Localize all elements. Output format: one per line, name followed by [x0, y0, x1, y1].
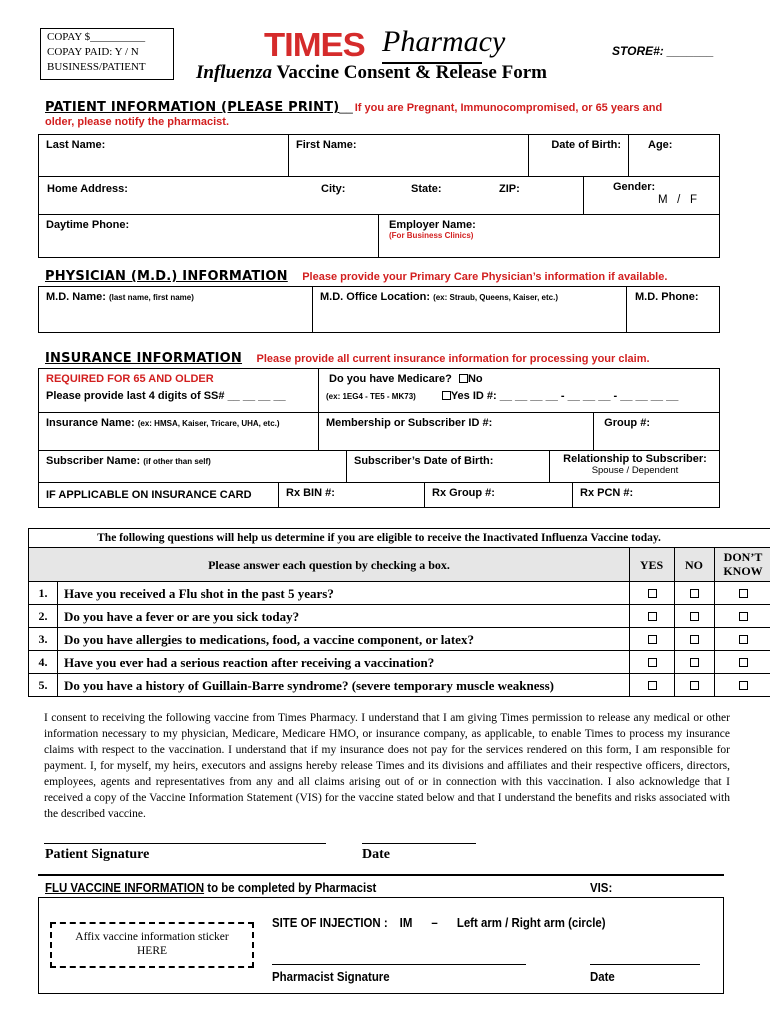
subscriber-name-note: (if other than self): [143, 457, 211, 466]
no-checkbox[interactable]: [690, 635, 699, 644]
site-of-injection-row: [272, 915, 606, 930]
dont-know-checkbox[interactable]: [739, 612, 748, 621]
patient-heading-gap: __: [339, 100, 353, 114]
dob-label: Date of Birth:: [551, 139, 621, 151]
insurance-heading-row: [45, 349, 650, 367]
physician-heading-row: [45, 267, 667, 285]
patient-signature-line[interactable]: [44, 843, 326, 844]
col-divider: [674, 582, 675, 605]
relationship-label: Relationship to Subscriber:: [563, 453, 707, 465]
patient-note-2: older, please notify the pharmacist.: [45, 116, 229, 128]
flu-heading-rest: to be completed by Pharmacist: [204, 880, 377, 895]
flu-divider-top: [38, 874, 724, 876]
col-divider: [629, 605, 630, 628]
store-number: STORE#: _______: [612, 44, 714, 58]
medicare-question: Do you have Medicare?: [329, 373, 452, 385]
site-of-injection-label: SITE OF INJECTION :: [272, 915, 388, 930]
yes-checkbox[interactable]: [648, 612, 657, 621]
md-name-label: M.D. Name:: [46, 291, 106, 303]
rx-bin-label: Rx BIN #:: [286, 487, 335, 499]
question-number: 5.: [38, 678, 48, 692]
col-divider: [714, 651, 715, 674]
question-number: 1.: [38, 586, 48, 600]
col-divider: [714, 628, 715, 651]
no-checkbox[interactable]: [690, 658, 699, 667]
md-phone-label: M.D. Phone:: [635, 291, 699, 303]
subscriber-dob-field[interactable]: [347, 451, 550, 483]
physician-heading: PHYSICIAN (M.D.) INFORMATION: [45, 269, 288, 284]
relationship-options: Spouse / Dependent: [591, 465, 679, 476]
group-field[interactable]: [594, 413, 720, 451]
question-row: [28, 674, 770, 697]
yes-checkbox[interactable]: [648, 635, 657, 644]
insurance-name-note: (ex: HMSA, Kaiser, Tricare, UHA, etc.): [137, 419, 280, 428]
questions-intro: The following questions will help us determine if you are eligible to receive the Inactivated Influenza Vaccine today.: [97, 532, 661, 544]
logo-pharmacy-wordmark: Pharmacy: [382, 25, 506, 58]
question-text: Do you have a history of Guillain-Barre syndrome? (severe temporary muscle weakness): [64, 678, 554, 693]
patient-note-1: If you are Pregnant, Immunocompromised, or 65 years and: [354, 102, 663, 114]
medicare-field: [319, 369, 720, 413]
md-phone-field[interactable]: [627, 287, 720, 332]
no-checkbox[interactable]: [690, 612, 699, 621]
medicare-yes-id: Yes ID #: __ __ __ __ - __ __ __ - __ __ __ __: [450, 390, 679, 402]
vis-label: VIS:: [590, 880, 613, 895]
col-divider: [629, 582, 630, 605]
number-divider: [57, 628, 58, 651]
age-label: Age:: [648, 139, 673, 151]
yes-checkbox[interactable]: [648, 589, 657, 598]
site-arm-options[interactable]: Left arm / Right arm (circle): [456, 915, 606, 930]
question-row: [28, 628, 770, 651]
dont-know-checkbox[interactable]: [739, 635, 748, 644]
copay-business-patient: BUSINESS/PATIENT: [47, 61, 146, 73]
site-dash: –: [431, 915, 438, 930]
vaccine-sticker-area[interactable]: [50, 922, 254, 968]
group-label: Group #:: [604, 417, 650, 429]
physician-table: [38, 286, 720, 333]
rx-pcn-field[interactable]: [573, 483, 720, 507]
insurance-name-label: Insurance Name:: [46, 417, 135, 429]
zip-label: ZIP:: [499, 183, 520, 195]
question-text: Do you have allergies to medications, food, a vaccine component, or latex?: [64, 632, 474, 647]
medicare-no-checkbox[interactable]: [459, 374, 468, 383]
sticker-line-1: Affix vaccine information sticker: [75, 931, 229, 943]
col-divider: [714, 605, 715, 628]
employer-label: Employer Name:: [389, 219, 476, 231]
yes-checkbox[interactable]: [648, 658, 657, 667]
col-divider: [674, 628, 675, 651]
question-number: 2.: [38, 609, 48, 623]
date-signature-line[interactable]: [362, 843, 476, 844]
medicare-no-label: No: [467, 373, 483, 385]
yes-header: YES: [639, 558, 664, 572]
age-field[interactable]: [629, 135, 720, 177]
question-row: [28, 651, 770, 674]
col-divider: [714, 674, 715, 697]
number-divider: [57, 582, 58, 605]
copay-paid: COPAY PAID: Y / N: [47, 46, 139, 58]
home-address-label: Home Address:: [47, 183, 128, 195]
consent-paragraph: I consent to receiving the following vaccine from Times Pharmacy. I understand that I am giving Times permission to release any medical or other information necessary to my physician, Medicare, Medicare HMO, or insurance company, as applicable, to enable Times to process my insurance claims with respect to the vaccination. I understand that if my insurance does not pay for the services rendered on this form, I am responsible for payment. I, for myself, my heirs, executors and assigns hereby release Times and its divisions and affiliates and their respective officers, directors, employees, agents and representatives from any and all claims arising out of or in connection with this vaccination. I also acknowledge that I received a copy of the Vaccine Information Statement (VIS) for the vaccine stated below and that I understand the benefits and risks associated with the described vaccine.: [44, 712, 730, 820]
questions-instruction: Please answer each question by checking a box.: [208, 558, 450, 572]
yes-checkbox[interactable]: [648, 681, 657, 690]
employer-field[interactable]: [379, 215, 720, 257]
last-name-label: Last Name:: [46, 139, 106, 151]
gender-options: M / F: [658, 194, 697, 206]
questions-intro-row: [28, 528, 770, 548]
medicare-yes-checkbox[interactable]: [442, 391, 451, 400]
pharmacist-date-label: Date: [590, 969, 615, 984]
col-divider: [629, 674, 630, 697]
last-name-field[interactable]: [39, 135, 289, 177]
if-applicable-cell: [39, 483, 279, 507]
ss-field[interactable]: [39, 369, 319, 413]
form-title-rest: Vaccine Consent & Release Form: [272, 62, 547, 83]
question-number: 3.: [38, 632, 48, 646]
gender-label: Gender:: [613, 181, 656, 193]
md-name-note: (last name, first name): [108, 293, 194, 302]
date-label: Date: [362, 847, 390, 862]
col-divider: [714, 582, 715, 605]
physician-note: Please provide your Primary Care Physician’s information if available.: [302, 271, 668, 283]
col-divider: [629, 651, 630, 674]
rx-group-label: Rx Group #:: [432, 487, 495, 499]
insurance-table: [38, 368, 720, 508]
copay-box: [40, 28, 174, 80]
md-name-field[interactable]: [39, 287, 313, 332]
flu-heading: FLU VACCINE INFORMATION: [45, 880, 205, 895]
dont-know-checkbox[interactable]: [739, 681, 748, 690]
md-office-label: M.D. Office Location:: [320, 291, 430, 303]
form-title-italic: Influenza: [196, 62, 273, 83]
dob-field[interactable]: [529, 135, 629, 177]
site-im: IM: [399, 915, 413, 930]
patient-info-table: [38, 134, 720, 258]
question-text: Have you received a Flu shot in the past 5 years?: [64, 586, 334, 601]
md-office-field[interactable]: [313, 287, 627, 332]
pharmacist-signature-label: Pharmacist Signature: [272, 969, 390, 984]
first-name-label: First Name:: [296, 139, 357, 151]
number-divider: [57, 674, 58, 697]
gender-field[interactable]: [584, 177, 720, 215]
city-label: City:: [321, 183, 346, 195]
col-divider: [674, 674, 675, 697]
patient-heading: PATIENT INFORMATION (PLEASE PRINT): [45, 100, 340, 115]
pharmacist-signature-line[interactable]: [272, 964, 526, 965]
ss-label: Please provide last 4 digits of SS# __ __ __ __: [46, 390, 286, 402]
pharmacist-date-line[interactable]: [590, 964, 700, 965]
sticker-line-2: HERE: [136, 945, 168, 957]
dont-know-line1: DON’T: [723, 550, 763, 564]
dont-know-checkbox[interactable]: [739, 589, 748, 598]
membership-label: Membership or Subscriber ID #:: [326, 417, 493, 429]
no-checkbox[interactable]: [690, 589, 699, 598]
col-divider: [629, 628, 630, 651]
medicare-id-example: (ex: 1EG4 - TE5 - MK73): [326, 392, 416, 401]
daytime-phone-field[interactable]: [39, 215, 379, 257]
insurance-note: Please provide all current insurance information for processing your claim.: [256, 353, 650, 365]
subscriber-dob-label: Subscriber’s Date of Birth:: [354, 455, 494, 467]
dont-know-checkbox[interactable]: [739, 658, 748, 667]
logo-times-wordmark: TIMES: [264, 26, 365, 63]
if-applicable-label: IF APPLICABLE ON INSURANCE CARD: [46, 489, 252, 501]
question-row: [28, 582, 770, 605]
copay-amount: COPAY $__________: [47, 31, 146, 43]
subscriber-name-label: Subscriber Name:: [46, 455, 141, 467]
question-number: 4.: [38, 655, 48, 669]
daytime-phone-label: Daytime Phone:: [46, 219, 130, 231]
employer-note: (For Business Clinics): [389, 231, 474, 240]
screening-questions-table: [28, 528, 770, 694]
state-label: State:: [411, 183, 442, 195]
md-office-note: (ex: Straub, Queens, Kaiser, etc.): [433, 293, 558, 302]
patient-signature-label: Patient Signature: [45, 847, 150, 862]
col-divider: [674, 605, 675, 628]
patient-heading-row: [45, 98, 662, 116]
medicare-id-row: [326, 390, 713, 402]
dont-know-header: [715, 550, 770, 578]
subscriber-name-field[interactable]: [39, 451, 347, 483]
relationship-field[interactable]: [550, 451, 720, 483]
col-divider: [674, 651, 675, 674]
number-divider: [57, 605, 58, 628]
flu-heading-row: [45, 880, 376, 895]
medicare-question-row: [329, 373, 713, 385]
rx-bin-field[interactable]: [279, 483, 425, 507]
number-divider: [57, 651, 58, 674]
question-row: [28, 605, 770, 628]
first-name-field[interactable]: [289, 135, 529, 177]
membership-field[interactable]: [319, 413, 594, 451]
insurance-name-field[interactable]: [39, 413, 319, 451]
no-checkbox[interactable]: [690, 681, 699, 690]
insurance-heading: INSURANCE INFORMATION: [45, 351, 243, 366]
rx-group-field[interactable]: [425, 483, 573, 507]
form-title: [196, 62, 547, 84]
question-text: Do you have a fever or are you sick today?: [64, 609, 300, 624]
dont-know-line2: KNOW: [723, 564, 763, 578]
question-text: Have you ever had a serious reaction after receiving a vaccination?: [64, 655, 435, 670]
rx-pcn-label: Rx PCN #:: [580, 487, 634, 499]
questions-header-row: [28, 548, 770, 582]
no-header: NO: [685, 558, 703, 572]
required-65-label: REQUIRED FOR 65 AND OLDER: [46, 373, 214, 385]
